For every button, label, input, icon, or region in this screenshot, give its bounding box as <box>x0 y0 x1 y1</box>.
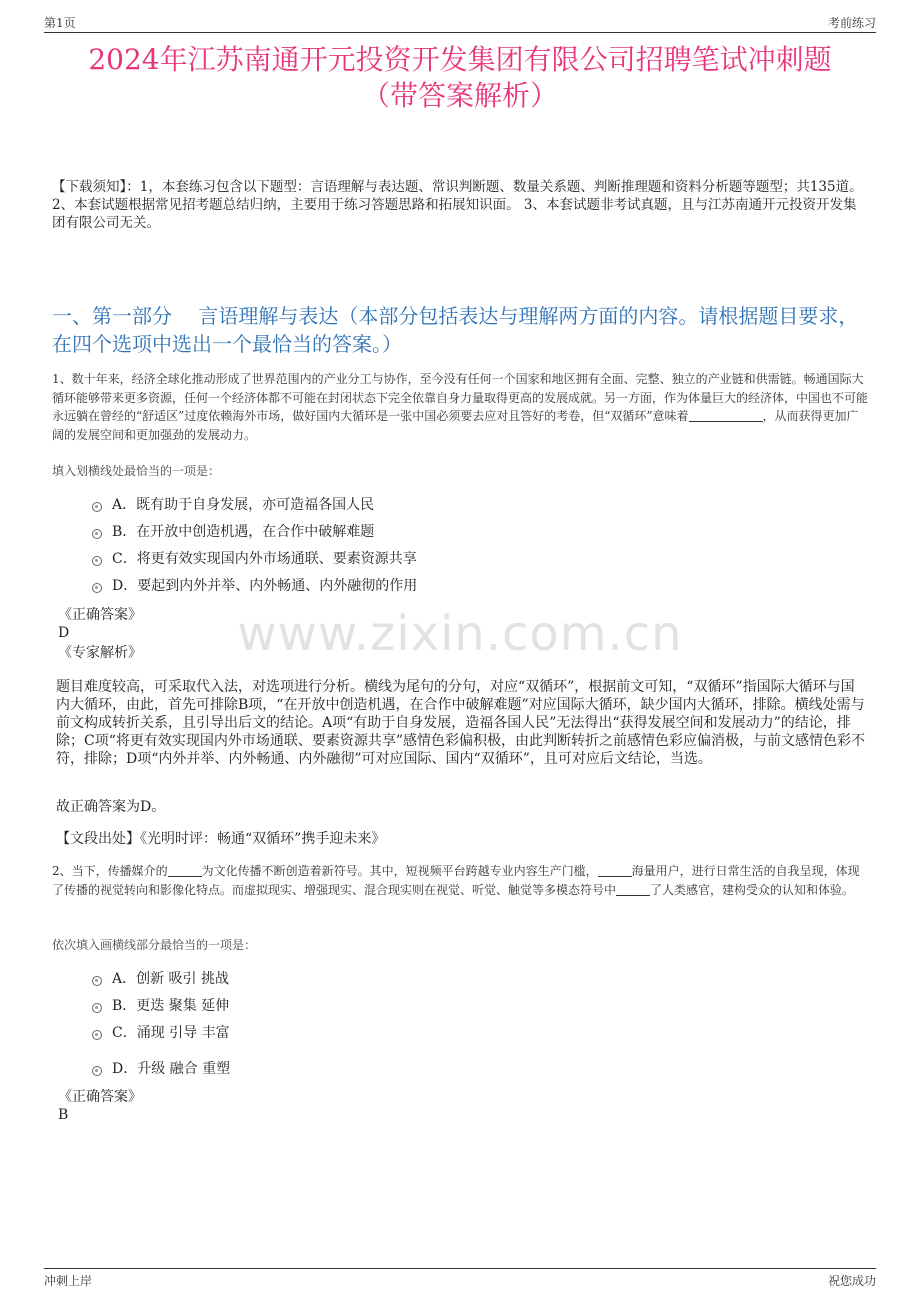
header-tag: 考前练习 <box>827 16 876 30</box>
question-2-seg-4: 了人类感官，建构受众的认知和体验。 <box>650 882 855 897</box>
option-label: C．涌现 引导 丰富 <box>112 1025 230 1041</box>
radio-icon[interactable] <box>92 1030 102 1040</box>
title-line-2: （带答案解析） <box>361 79 558 112</box>
q2-option-c[interactable] <box>92 1024 230 1042</box>
option-label: A．既有助于自身发展，亦可造福各国人民 <box>112 497 375 513</box>
footer-left-text: 冲刺上岸 <box>44 1274 93 1288</box>
q2-option-d[interactable] <box>92 1060 230 1078</box>
q2-answer-label: 《正确答案》 <box>58 1089 142 1105</box>
q1-option-c[interactable] <box>92 550 417 568</box>
footer-right-text: 祝您成功 <box>827 1274 876 1288</box>
answer-blank <box>168 864 202 877</box>
question-2-prompt: 依次填入画横线部分最恰当的一项是： <box>52 938 257 952</box>
question-1-text <box>52 370 868 444</box>
question-2-seg-2: 为文化传播不断创造着新符号。其中，短视频平台跨越专业内容生产门槛， <box>201 864 598 878</box>
watermark: www.zixin.com.cn <box>237 606 683 662</box>
q1-option-d[interactable] <box>92 577 417 595</box>
option-label: B．在开放中创造机遇，在合作中破解难题 <box>112 524 375 540</box>
option-label: D．升级 融合 重塑 <box>112 1061 231 1077</box>
radio-icon[interactable] <box>92 976 102 986</box>
document-title <box>44 42 876 114</box>
page-footer <box>44 1272 876 1290</box>
question-2-seg-3: 海量用户，进行日常生活的自我呈现，体现了传播的视觉转向和影像化特点。而虚拟现实、增强现实、混合现实则在视觉、听觉、触觉等多模态符号中 <box>52 864 860 897</box>
q1-analysis: 题目难度较高，可采取代入法，对选项进行分析。横线为尾句的分句，对应“双循环”，根据前文可知，“双循环”指国际大循环与国内大循环，由此，首先可排除B项，“在开放中创造机遇，在合作中破解难题”对应国际大循环，缺少国内大循环，排除。横线处需与前文构成转折关系，且引导出后文的结论。A项“有助于自身发展，造福各国人民”无法得出“获得发展空间和发展动力”的结论，排除；C项“将更有效实现国内外市场通联、要素资源共享”感情色彩偏积极，由此判断转折之前感情色彩应偏消极，与前文感情色彩不符，排除；D项“内外并举、内外畅通、内外融彻”可对应国际、国内“双循环”，且可对应后文结论，当选。 <box>56 679 866 767</box>
title-line-1: 2024年江苏南通开元投资开发集团有限公司招聘笔试冲刺题 <box>88 43 832 76</box>
section-heading: 一、第一部分 言语理解与表达（本部分包括表达与理解两方面的内容。请根据题目要求，在四个选项中选出一个最恰当的答案。） <box>52 304 859 356</box>
q1-option-a[interactable] <box>92 496 374 514</box>
option-label: B．更迭 聚集 延伸 <box>112 998 230 1014</box>
radio-icon[interactable] <box>92 502 102 512</box>
page-number: 第1页 <box>44 16 76 30</box>
header-divider <box>44 32 876 33</box>
radio-icon[interactable] <box>92 529 102 539</box>
answer-blank <box>616 883 650 896</box>
q2-answer: B <box>58 1107 69 1123</box>
q1-conclusion: 故正确答案为D。 <box>56 799 166 815</box>
answer-blank <box>598 864 632 877</box>
option-label: D．要起到内外并举、内外畅通、内外融彻的作用 <box>112 578 418 594</box>
q1-answer-label: 《正确答案》 <box>58 607 142 623</box>
q2-option-a[interactable] <box>92 970 229 988</box>
question-1-body: 1、数十年来，经济全球化推动形成了世界范围内的产业分工与协作，至今没有任何一个国家和地区拥有全面、完整、独立的产业链和供需链。畅通国际大循环能够带来更多资源，任何一个经济体都不可能在封闭状态下完全依靠自身力量取得更高的发展成就。另一方面，作为体量巨大的经济体，中国也不可能永远躺在曾经的“舒适区”过度依赖海外市场，做好国内大循环是一张中国必须要去应对且答好的考卷，但“双循环”意味着 <box>52 372 869 423</box>
option-label: A．创新 吸引 挑战 <box>112 971 230 987</box>
download-notice: 【下载须知】：1，本套练习包含以下题型：言语理解与表达题、常识判断题、数量关系题、判断推理题和资料分析题等题型；共135道。 2、本套试题根据常见招考题总结归纳，主要用于练习答题思路和拓展知识面。 3、本套试题非考试真题，且与江苏南通开元投资开发集团有限公司无关。 <box>52 179 863 231</box>
question-2-text <box>52 862 868 899</box>
question-1-prompt: 填入划横线处最恰当的一项是： <box>52 464 221 478</box>
radio-icon[interactable] <box>92 556 102 566</box>
answer-blank <box>689 409 763 422</box>
q1-option-b[interactable] <box>92 523 374 541</box>
radio-icon[interactable] <box>92 583 102 593</box>
radio-icon[interactable] <box>92 1066 102 1076</box>
page-header <box>44 14 876 32</box>
radio-icon[interactable] <box>92 1003 102 1013</box>
q1-analysis-label: 《专家解析》 <box>58 645 142 661</box>
question-2-seg-1: 2、当下，传播媒介的 <box>52 864 168 878</box>
q2-option-b[interactable] <box>92 997 229 1015</box>
question-1-tail: ，从而获得更加广阔的发展空间和更加强劲的发展动力。 <box>52 409 859 442</box>
q1-source: 【文段出处】《光明时评：畅通“双循环”携手迎未来》 <box>56 831 386 847</box>
q1-answer: D <box>58 625 70 641</box>
option-label: C．将更有效实现国内外市场通联、要素资源共享 <box>112 551 417 567</box>
footer-divider <box>44 1268 876 1269</box>
